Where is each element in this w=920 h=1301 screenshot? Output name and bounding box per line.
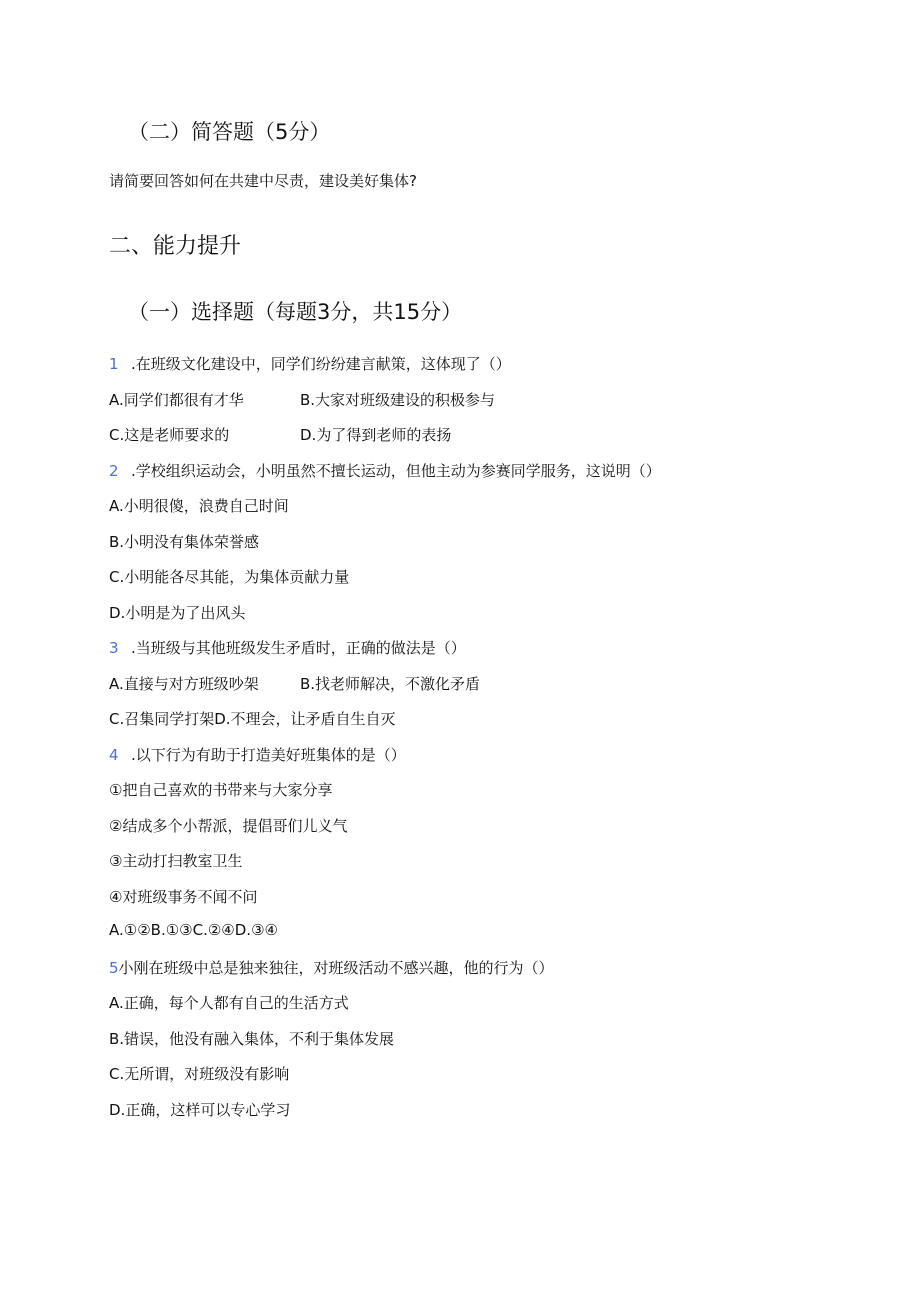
statement-4: ④对班级事务不闻不问 [109, 888, 258, 906]
option-a: A.正确，每个人都有自己的生活方式 [109, 994, 349, 1012]
option-c: C.小明能各尽其能，为集体贡献力量 [109, 568, 350, 586]
option-a: A.直接与对方班级吵架 [109, 675, 259, 693]
question-4 [109, 744, 406, 765]
option-c: C.这是老师要求的 [109, 426, 230, 444]
question-3 [109, 637, 466, 658]
short-answer-prompt: 请简要回答如何在共建中尽责，建设美好集体? [109, 172, 417, 190]
choice-sub-heading: （一）选择题（每题3分，共15分） [128, 300, 463, 324]
question-text: .当班级与其他班级发生矛盾时，正确的做法是（） [131, 639, 466, 657]
options-line: A.①②B.①③C.②④D.③④ [109, 921, 278, 939]
question-2 [109, 460, 661, 481]
question-text: .在班级文化建设中，同学们纷纷建言献策，这体现了（） [131, 355, 511, 373]
question-text: 小刚在班级中总是独来独往，对班级活动不感兴趣，他的行为（） [118, 959, 554, 977]
statement-3: ③主动打扫教室卫生 [109, 852, 243, 870]
option-b: B.找老师解决，不激化矛盾 [300, 675, 481, 693]
question-number: 4 [109, 746, 119, 764]
question-number: 5 [109, 959, 119, 977]
option-b: B.大家对班级建设的积极参与 [300, 391, 496, 409]
option-d: D.为了得到老师的表扬 [300, 426, 452, 444]
option-d: D.小明是为了出风头 [109, 604, 246, 622]
question-text: .学校组织运动会，小明虽然不擅长运动，但他主动为参赛同学服务，这说明（） [131, 462, 661, 480]
question-text: .以下行为有助于打造美好班集体的是（） [131, 746, 406, 764]
statement-2: ②结成多个小帮派，提倡哥们儿义气 [109, 817, 348, 835]
question-number: 1 [109, 355, 119, 373]
option-b: B.错误，他没有融入集体，不利于集体发展 [109, 1030, 395, 1048]
option-c: C.无所谓，对班级没有影响 [109, 1065, 290, 1083]
question-number: 3 [109, 639, 119, 657]
section-heading: 二、能力提升 [109, 234, 242, 259]
option-a: A.小明很傻，浪费自己时间 [109, 497, 289, 515]
question-1 [109, 353, 511, 374]
question-5 [109, 957, 554, 978]
question-number: 2 [109, 462, 119, 480]
statement-1: ①把自己喜欢的书带来与大家分享 [109, 781, 333, 799]
option-d: D.正确，这样可以专心学习 [109, 1101, 291, 1119]
option-b: B.小明没有集体荣誉感 [109, 533, 260, 551]
option-a: A.同学们都很有才华 [109, 391, 244, 409]
options-line: C.召集同学打架D.不理会，让矛盾自生自灭 [109, 710, 396, 728]
short-answer-heading: （二）简答题（5分） [128, 120, 331, 144]
